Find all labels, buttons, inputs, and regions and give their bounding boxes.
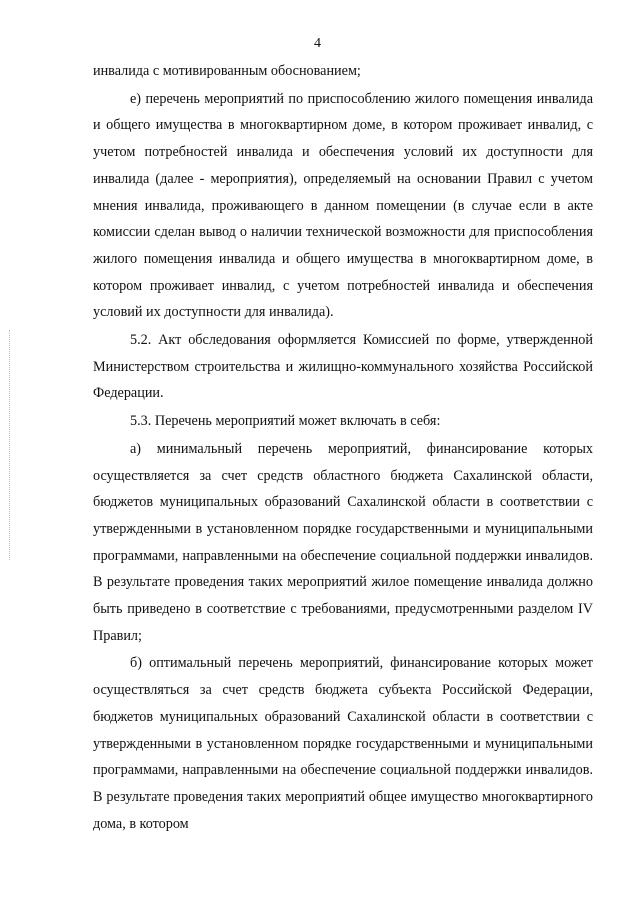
scan-margin-artifact (9, 330, 11, 560)
document-body (93, 58, 593, 837)
page-number: 4 (314, 36, 321, 51)
paragraph-item-b: б) оптимальный перечень мероприятий, финансирование которых может осуществляться за счет средств бюджета субъекта Российской Федерации, бюджетов муниципальных образований Сахалинской области в соответствии с утвержденными в установленном порядке государственными и муниципальными программами, направленными на обеспечение социальной поддержки инвалидов. В результате проведения таких мероприятий общее имущество многоквартирного дома, в котором (93, 655, 593, 832)
paragraph-5-3: 5.3. Перечень мероприятий может включать в себя: (130, 413, 441, 430)
paragraph-item-e: е) перечень мероприятий по приспособлению жилого помещения инвалида и общего имущества в многоквартирном доме, в котором проживает инвалид, с учетом потребностей инвалида и обеспечения условий их доступности для инвалида (далее - мероприятия), определяемый на основании Правил с учетом мнения инвалида, проживающего в данном помещении (в случае если в акте комиссии сделан вывод о наличии технической возможности для приспособления жилого помещения инвалида и общего имущества в многоквартирном доме, в котором проживает инвалид, с учетом потребностей инвалида и обеспечения условий их доступности для инвалида). (93, 90, 593, 321)
paragraph-5-2: 5.2. Акт обследования оформляется Комиссией по форме, утвержденной Министерством строительства и жилищно-коммунального хозяйства Российской Федерации. (93, 332, 593, 402)
paragraph-continuation: инвалида с мотивированным обоснованием; (93, 63, 361, 79)
paragraph-item-a: а) минимальный перечень мероприятий, финансирование которых осуществляется за счет средств областного бюджета Сахалинской области, бюджетов муниципальных образований Сахалинской области в соответствии с утвержденными в установленном порядке государственными и муниципальными программами, направленными на обеспечение социальной поддержки инвалидов. В результате проведения таких мероприятий жилое помещение инвалида должно быть приведено в соответствие с требованиями, предусмотренными разделом IV Правил; (93, 440, 593, 644)
